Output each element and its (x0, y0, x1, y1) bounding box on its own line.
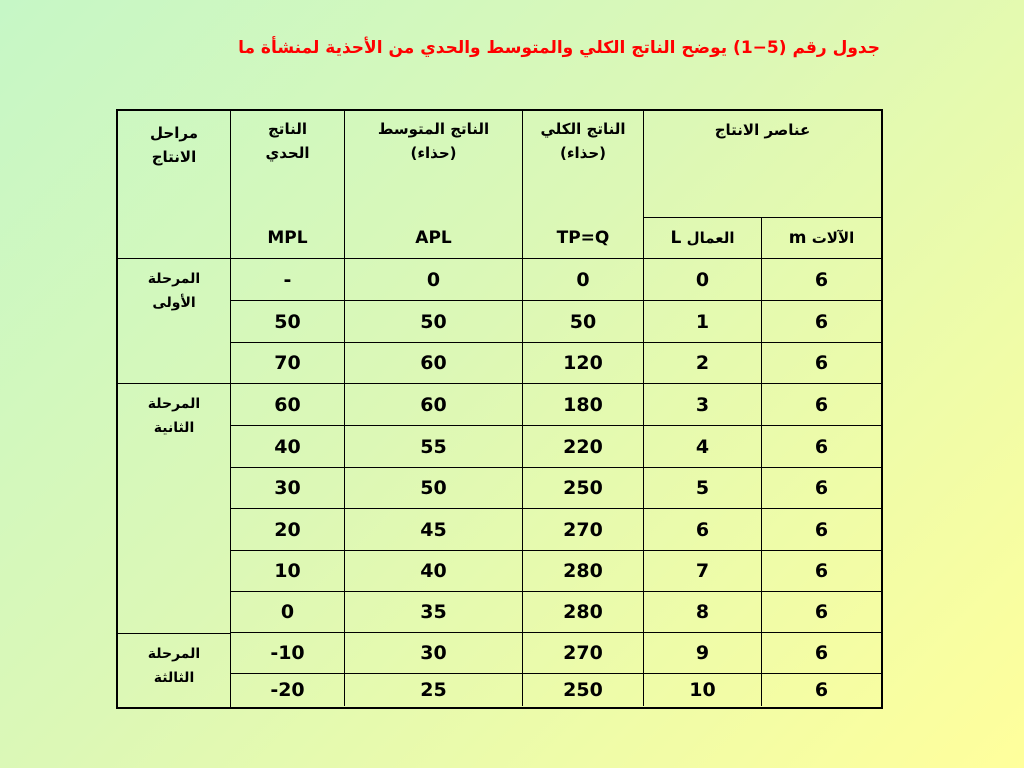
header-tp (523, 111, 644, 259)
cell-tp: 250 (523, 674, 644, 706)
cell-tp: 270 (523, 633, 644, 674)
header-labor-symbol: L (670, 228, 682, 248)
cell-labor: 8 (644, 592, 762, 633)
production-table (116, 109, 883, 709)
cell-apl: 60 (345, 343, 523, 384)
stage-one: المرحلة الأولى (118, 259, 231, 384)
cell-tp: 50 (523, 301, 644, 343)
cell-mpl: 40 (231, 426, 345, 468)
cell-labor: 0 (644, 259, 762, 301)
cell-machines: 6 (762, 384, 881, 426)
cell-labor: 7 (644, 551, 762, 592)
cell-labor: 5 (644, 468, 762, 509)
cell-apl: 50 (345, 301, 523, 343)
header-tp-symbol: TP=Q (556, 228, 610, 248)
cell-tp: 250 (523, 468, 644, 509)
header-mpl (231, 111, 345, 259)
cell-mpl: 50 (231, 301, 345, 343)
cell-labor: 6 (644, 509, 762, 551)
cell-tp: 280 (523, 592, 644, 633)
cell-apl: 40 (345, 551, 523, 592)
header-apl (345, 111, 523, 259)
cell-labor: 3 (644, 384, 762, 426)
cell-mpl: 70 (231, 343, 345, 384)
cell-machines: 6 (762, 633, 881, 674)
cell-machines: 6 (814, 679, 829, 701)
cell-machines: 6 (762, 259, 881, 301)
cell-mpl: 10 (231, 551, 345, 592)
header-mpl-symbol: MPL (267, 228, 308, 248)
header-machines-symbol: m (788, 228, 807, 248)
cell-mpl: 30 (231, 468, 345, 509)
stage-two: المرحلة الثانية (118, 384, 231, 634)
cell-tp: 280 (523, 551, 644, 592)
cell-mpl: -20 (231, 674, 345, 706)
cell-apl: 35 (345, 592, 523, 633)
cell-machines: 6 (762, 426, 881, 468)
header-mpl-arabic: الناتج الحدي (265, 120, 310, 162)
cell-machines: 6 (762, 551, 881, 592)
stage-three: المرحلة الثالثة (118, 634, 231, 707)
cell-mpl: 20 (231, 509, 345, 551)
cell-machines: 6 (762, 301, 881, 343)
cell-labor: 9 (644, 633, 762, 674)
cell-machines: 6 (762, 509, 881, 551)
cell-mpl: -10 (231, 633, 345, 674)
slide-title: جدول رقم (5−1) يوضح الناتج الكلي والمتوسط والحدي من الأحذية لمنشأة ما (238, 38, 880, 58)
header-labor (644, 218, 762, 259)
cell-mpl: 60 (231, 384, 345, 426)
header-inputs: عناصر الانتاج (644, 111, 881, 218)
header-machines-arabic: الآلات (811, 229, 855, 247)
cell-tp: 270 (523, 509, 644, 551)
cell-tp: 180 (523, 384, 644, 426)
cell-machines: 6 (762, 592, 881, 633)
cell-tp: 120 (523, 343, 644, 384)
cell-labor: 1 (644, 301, 762, 343)
cell-apl: 30 (345, 633, 523, 674)
header-stages: مراحل الانتاج (118, 111, 231, 259)
header-apl-arabic: الناتج المتوسط (حذاء) (377, 120, 490, 162)
cell-apl: 55 (345, 426, 523, 468)
cell-apl: 60 (345, 384, 523, 426)
header-labor-arabic: العمال (686, 229, 735, 247)
header-machines (762, 218, 881, 259)
header-apl-symbol: APL (415, 228, 452, 248)
cell-tp: 0 (523, 259, 644, 301)
cell-apl: 50 (345, 468, 523, 509)
cell-labor: 4 (644, 426, 762, 468)
cell-mpl: 0 (231, 592, 345, 633)
cell-labor: 2 (644, 343, 762, 384)
cell-machines: 6 (762, 343, 881, 384)
cell-apl: 45 (345, 509, 523, 551)
cell-mpl: - (231, 259, 345, 301)
cell-machines: 6 (762, 468, 881, 509)
cell-apl: 0 (345, 259, 523, 301)
cell-labor: 10 (644, 674, 762, 706)
cell-apl: 25 (345, 674, 523, 706)
header-tp-arabic: الناتج الكلي (حذاء) (540, 120, 626, 162)
cell-tp: 220 (523, 426, 644, 468)
